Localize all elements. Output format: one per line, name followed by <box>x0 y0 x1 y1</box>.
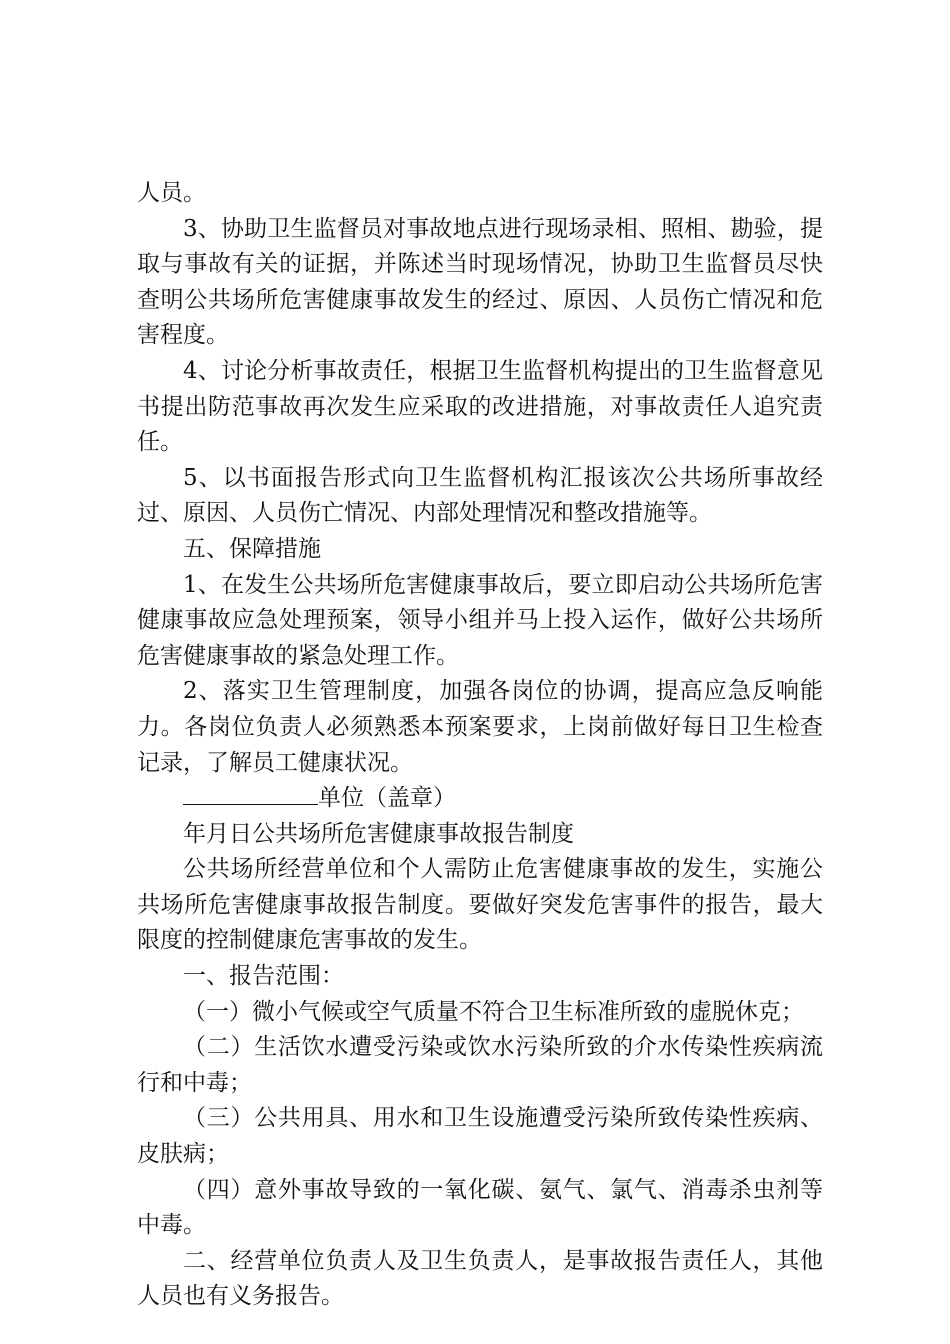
section-heading: 五、保障措施 <box>183 535 321 562</box>
signature-line <box>137 781 823 817</box>
paragraph: 3、协助卫生监督员对事故地点进行现场录相、照相、勘验，提取与事故有关的证据，并陈述当时现场情况，协助卫生监督员尽快查明公共场所危害健康事故发生的经过、原因、人员伤亡情况和危害程度。 <box>137 215 823 349</box>
paragraph: 公共场所经营单位和个人需防止危害健康事故的发生，实施公共场所危害健康事故报告制度。要做好突发危害事件的报告，最大限度的控制健康危害事故的发生。 <box>137 856 823 954</box>
unit-seal-label: 单位（盖章） <box>318 785 456 812</box>
list-item: （四）意外事故导致的一氧化碳、氨气、氯气、消毒杀虫剂等中毒。 <box>137 1176 823 1239</box>
list-item: （一）微小气候或空气质量不符合卫生标准所致的虚脱休克； <box>183 998 804 1025</box>
paragraph: 2、落实卫生管理制度，加强各岗位的协调，提高应急反响能力。各岗位负责人必须熟悉本预案要求，上岗前做好每日卫生检查记录，了解员工健康状况。 <box>137 678 823 776</box>
paragraph: 二、经营单位负责人及卫生负责人，是事故报告责任人，其他人员也有义务报告。 <box>137 1247 823 1310</box>
paragraph: 5、以书面报告形式向卫生监督机构汇报该次公共场所事故经过、原因、人员伤亡情况、内部处理情况和整改措施等。 <box>137 464 823 527</box>
paragraph: 1、在发生公共场所危害健康事故后，要立即启动公共场所危害健康事故应急处理预案，领导小组并马上投入运作，做好公共场所危害健康事故的紧急处理工作。 <box>137 571 823 669</box>
paragraph: 人员。 <box>137 180 206 206</box>
list-item: （二）生活饮水遭受污染或饮水污染所致的介水传染性疾病流行和中毒； <box>137 1034 823 1096</box>
section-heading: 一、报告范围： <box>183 963 344 990</box>
fill-in-blank <box>183 784 318 805</box>
document-body <box>137 176 823 1315</box>
document-title: 年月日公共场所危害健康事故报告制度 <box>183 820 574 847</box>
paragraph: 4、讨论分析事故责任，根据卫生监督机构提出的卫生监督意见书提出防范事故再次发生应采取的改进措施，对事故责任人追究责任。 <box>137 357 823 456</box>
list-item: （三）公共用具、用水和卫生设施遭受污染所致传染性疾病、皮肤病； <box>137 1105 823 1168</box>
